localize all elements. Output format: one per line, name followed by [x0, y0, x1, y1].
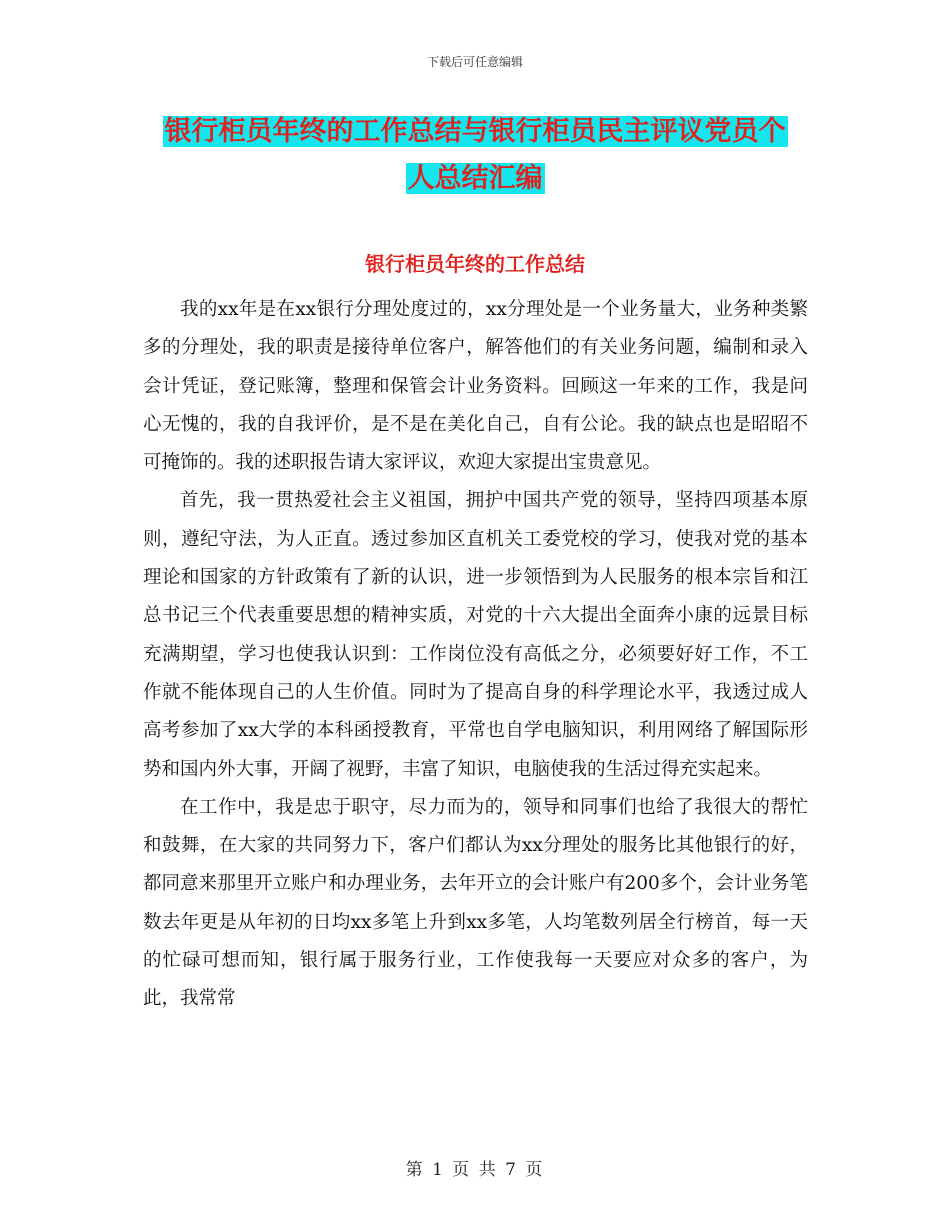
document-title-line-2: 人总结汇编	[407, 163, 543, 194]
page-number-footer: 第 1 页 共 7 页	[405, 1160, 545, 1180]
document-title	[140, 108, 810, 202]
body-paragraph-3: 在工作中，我是忠于职守，尽力而为的，领导和同事们也给了我很大的帮忙和鼓舞，在大家的共同努力下，客户们都认为xx分理处的服务比其他银行的好，都同意来那里开立账户和办理业务，去年开立的会计账户有200多个，会计业务笔数去年更是从年初的日均xx多笔上升到xx多笔，人均笔数列居全行榜首，每一天的忙碌可想而知，银行属于服务行业，工作使我每一天要应对众多的客户，为此，我常常	[143, 796, 808, 1010]
body-paragraph-1: 我的xx年是在xx银行分理处度过的，xx分理处是一个业务量大，业务种类繁多的分理处，我的职责是接待单位客户，解答他们的有关业务问题，编制和录入会计凭证，登记账簿，整理和保管会计业务资料。回顾这一年来的工作，我是问心无愧的，我的自我评价，是不是在美化自己，自有公论。我的缺点也是昭昭不可掩饰的。我的述职报告请大家评议，欢迎大家提出宝贵意见。	[143, 299, 808, 474]
document-body	[143, 291, 808, 1019]
section-title: 银行柜员年终的工作总结	[365, 252, 585, 276]
body-paragraph-2: 首先，我一贯热爱社会主义祖国，拥护中国共产党的领导，坚持四项基本原则，遵纪守法，为人正直。透过参加区直机关工委党校的学习，使我对党的基本理论和国家的方针政策有了新的认识，进一步领悟到为人民服务的根本宗旨和江总书记三个代表重要思想的精神实质，对党的十六大提出全面奔小康的远景目标充满期望，学习也使我认识到：工作岗位没有高低之分，必须要好好工作，不工作就不能体现自己的人生价值。同时为了提高自身的科学理论水平，我透过成人高考参加了xx大学的本科函授教育，平常也自学电脑知识，利用网络了解国际形势和国内外大事，开阔了视野，丰富了知识，电脑使我的生活过得充实起来。	[143, 490, 808, 780]
page-header-note: 下载后可任意编辑	[426, 55, 523, 69]
document-title-line-1: 银行柜员年终的工作总结与银行柜员民主评议党员个	[164, 116, 786, 147]
